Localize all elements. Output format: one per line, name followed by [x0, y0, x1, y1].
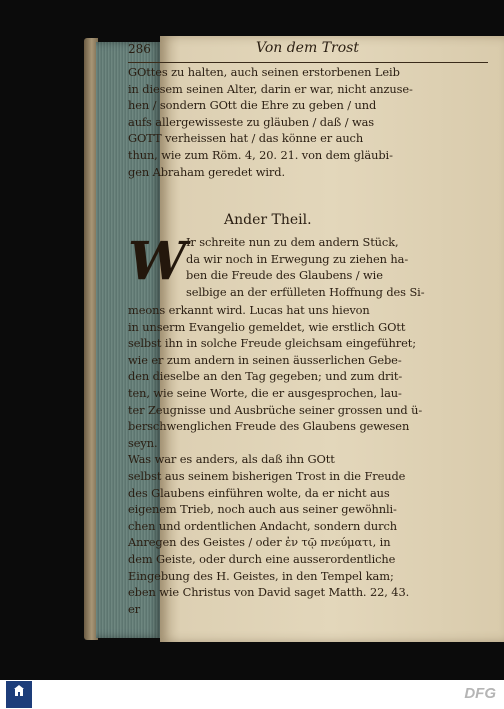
viewer-footer [0, 680, 504, 709]
franckesche-stiftungen-logo[interactable] [6, 681, 32, 708]
text-line: selbst aus seinem bisherigen Trost in die Freude [128, 469, 406, 483]
text-line: GOttes zu halten, auch seinen erstorbenen Leib [128, 65, 400, 79]
text-line: er [128, 601, 140, 616]
text-line: da wir noch in Erwegung zu ziehen ha- [186, 251, 409, 266]
text-line: seyn. [128, 435, 158, 450]
foundation-emblem-icon [12, 684, 26, 698]
text-line: Ir schreite nun zu dem andern Stück, [186, 235, 399, 249]
running-title: Von dem Trost [256, 40, 359, 56]
page-text [128, 40, 500, 616]
text-line: des Glaubens einführen wolte, da er nicht aus [128, 485, 390, 500]
text-line: ben die Freude des Glaubens / wie [186, 268, 383, 283]
text-line: berschwenglichen Freude des Glaubens gewesen [128, 419, 410, 434]
text-line: aufs allergewisseste zu gläuben / daß / was [128, 114, 375, 129]
text-line: den dieselbe an den Tag gegeben; und zum drit- [128, 369, 403, 384]
text-line: selbst ihn in solche Freude gleichsam eingeführet; [128, 336, 416, 351]
text-line: ten, wie seine Worte, die er ausgesprochen, lau- [128, 386, 402, 400]
text-line: ter Zeugnisse und Ausbrüche seiner grossen und ü- [128, 402, 423, 417]
text-line: Eingebung des H. Geistes, in den Tempel kam; [128, 568, 394, 583]
text-line: eben wie Christus von David saget Matth. 22, 43. [128, 585, 410, 600]
page-header [128, 40, 488, 63]
text-line: wie er zum andern in seinen äusserlichen Gebe- [128, 352, 402, 367]
page-number: 286 [128, 42, 151, 56]
dfg-logo[interactable]: DFG [464, 685, 496, 702]
text-line: in unserm Evangelio gemeldet, wie erstlich GOtt [128, 319, 406, 334]
text-line: selbige an der erfülleten Hoffnung des Si- [186, 284, 425, 299]
text-line: in diesem seinen Alter, darin er war, nicht anzuse- [128, 81, 413, 96]
section-heading: Ander Theil. [224, 212, 312, 228]
text-line: eigenem Trieb, noch auch aus seiner gewöhnli- [128, 502, 397, 517]
text-line: thun, wie zum Röm. 4, 20. 21. von dem gläubi- [128, 148, 393, 162]
drop-cap-initial: W [128, 231, 187, 292]
text-line: Was war es anders, als daß ihn GOtt [128, 452, 335, 467]
text-line: GOTT verheissen hat / das könne er auch [128, 131, 364, 146]
text-line: meons erkannt wird. Lucas hat uns hievon [128, 303, 370, 317]
text-line: gen Abraham geredet wird. [128, 164, 285, 179]
text-line: hen / sondern GOtt die Ehre zu geben / und [128, 98, 377, 113]
text-line: chen und ordentlichen Andacht, sondern durch [128, 518, 397, 533]
text-line: Anregen des Geistes / oder ἐν τῷ πνεύματι, in [128, 535, 391, 550]
text-line: dem Geiste, oder durch eine ausserordentliche [128, 552, 396, 566]
